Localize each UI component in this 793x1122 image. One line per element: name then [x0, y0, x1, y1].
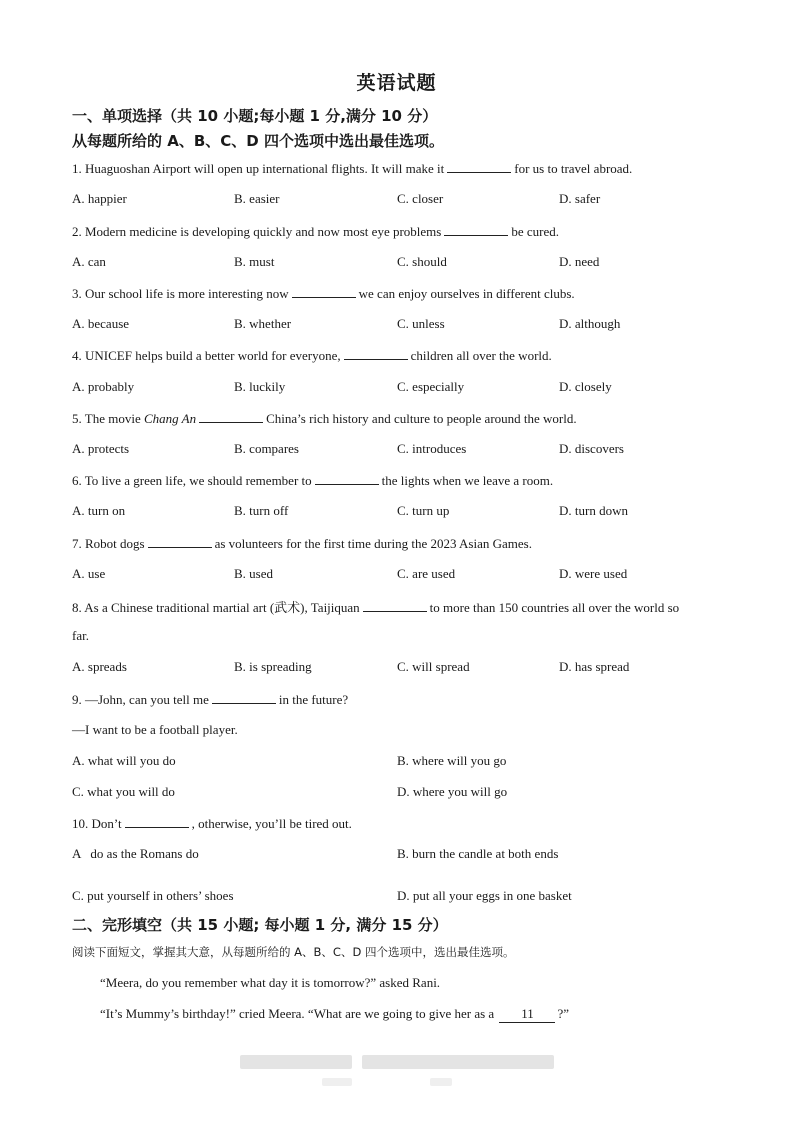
question-4: 4. UNICEF helps build a better world for everyone, children all over the world.: [72, 348, 552, 363]
question-7: 7. Robot dogs as volunteers for the first time during the 2023 Asian Games.: [72, 536, 532, 551]
answer-blank: [199, 410, 263, 423]
option-d: D. need: [559, 254, 600, 269]
option-d: D. put all your eggs in one basket: [397, 888, 572, 903]
option-b: B. is spreading: [234, 659, 312, 674]
option-d: D. turn down: [559, 503, 628, 518]
option-a: A do as the Romans do: [72, 846, 199, 861]
answer-blank: [344, 347, 408, 360]
section1-heading: 一、单项选择（共 10 小题;每小题 1 分,满分 10 分）: [72, 107, 438, 125]
option-d: D. discovers: [559, 441, 624, 456]
option-a: A. what will you do: [72, 753, 176, 768]
answer-blank: [444, 223, 508, 236]
option-b: B. luckily: [234, 379, 286, 394]
option-c: C. turn up: [397, 503, 450, 518]
question-9: 9. —John, can you tell me in the future?: [72, 692, 349, 707]
option-b: B. compares: [234, 441, 299, 456]
option-d: D. where you will go: [397, 784, 508, 799]
answer-blank: [292, 285, 356, 298]
section2-instruction: 阅读下面短文，掌握其大意，从每题所给的 A、B、C、D 四个选项中，选出最佳选项。: [72, 945, 515, 959]
answer-blank: [125, 815, 189, 828]
answer-blank: [148, 535, 212, 548]
option-d: D. closely: [559, 379, 612, 394]
answer-blank: [363, 599, 427, 612]
section1-instruction: 从每题所给的 A、B、C、D 四个选项中选出最佳选项。: [72, 132, 444, 150]
option-a: A. probably: [72, 379, 135, 394]
option-b: B. burn the candle at both ends: [397, 846, 559, 861]
question-8-continued: far.: [72, 628, 89, 643]
option-a: A. happier: [72, 191, 127, 206]
question-1: 1. Huaguoshan Airport will open up international flights. It will make it for us to travel abroad.: [72, 161, 633, 176]
option-b: B. must: [234, 254, 275, 269]
option-c: C. introduces: [397, 441, 467, 456]
answer-blank: [315, 472, 379, 485]
option-d: D. were used: [559, 566, 628, 581]
option-d: D. although: [559, 316, 621, 331]
option-d: D. safer: [559, 191, 601, 206]
section2-heading: 二、完形填空（共 15 小题; 每小题 1 分, 满分 15 分）: [72, 916, 448, 934]
option-c: C. what you will do: [72, 784, 175, 799]
option-c: C. will spread: [397, 659, 470, 674]
option-c: C. are used: [397, 566, 456, 581]
cloze-blank-number: 11: [499, 1006, 555, 1023]
option-a: A. protects: [72, 441, 130, 456]
option-b: B. where will you go: [397, 753, 507, 768]
answer-blank: [212, 691, 276, 704]
question-3: 3. Our school life is more interesting now we can enjoy ourselves in different clubs.: [72, 286, 575, 301]
question-2: 2. Modern medicine is developing quickly and now most eye problems be cured.: [72, 224, 559, 239]
question-10: 10. Don’t , otherwise, you’ll be tired out.: [72, 816, 352, 831]
question-6: 6. To live a green life, we should remember to the lights when we leave a room.: [72, 473, 554, 488]
question-5: 5. The movie Chang An China’s rich history and culture to people around the world.: [72, 411, 577, 426]
option-a: A. spreads: [72, 659, 127, 674]
passage-paragraph-2: “It’s Mummy’s birthday!” cried Meera. “What are we going to give her as a 11 ?”: [100, 1006, 569, 1021]
option-c: C. closer: [397, 191, 444, 206]
option-b: B. used: [234, 566, 273, 581]
movie-title: Chang An: [143, 411, 197, 426]
option-c: C. unless: [397, 316, 445, 331]
option-a: A. turn on: [72, 503, 126, 518]
question-9-reply: —I want to be a football player.: [72, 722, 238, 737]
option-b: B. whether: [234, 316, 292, 331]
option-a: A. use: [72, 566, 106, 581]
option-a: A. can: [72, 254, 106, 269]
page-title: 英语试题: [356, 72, 437, 94]
option-c: C. put yourself in others’ shoes: [72, 888, 234, 903]
option-c: C. should: [397, 254, 447, 269]
option-c: C. especially: [397, 379, 465, 394]
answer-blank: [447, 160, 511, 173]
option-a: A. because: [72, 316, 130, 331]
option-b: B. easier: [234, 191, 280, 206]
passage-paragraph-1: “Meera, do you remember what day it is tomorrow?” asked Rani.: [100, 975, 441, 990]
option-d: D. has spread: [559, 659, 630, 674]
option-b: B. turn off: [234, 503, 289, 518]
question-8: 8. As a Chinese traditional martial art (武术), Taijiquan to more than 150 countries all over the world so: [72, 600, 680, 615]
